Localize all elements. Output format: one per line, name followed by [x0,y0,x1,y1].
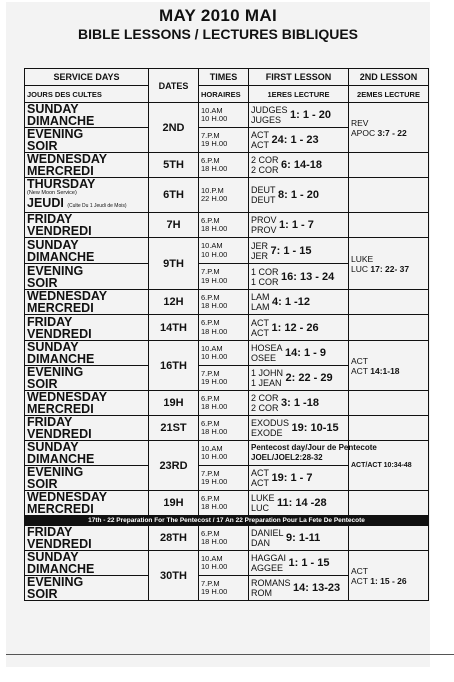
first-lesson [249,466,349,491]
time-english: 10.AM [201,343,223,353]
service-day [25,238,149,264]
time-french: 19 H.00 [201,377,228,386]
lesson-book-en: HAGGAI [251,553,287,563]
header-times: TIMES [199,69,249,86]
service-date: 28TH [149,526,199,551]
header-second-lesson: 2ND LESSON [349,69,429,86]
lesson-books [251,105,288,125]
first-lesson [249,103,349,128]
day-french-wrap [27,197,146,212]
lesson-book-en: 1 JOHN [251,368,284,378]
lesson-book-fr: ROM [251,588,272,598]
second-book-fr: LUC [351,263,369,274]
lesson-books [251,130,269,150]
day-french: VENDREDI [27,427,92,441]
table-row [25,341,429,366]
header-service-days: SERVICE DAYS [25,69,149,86]
first-lesson [249,416,349,441]
first-lesson [249,441,377,466]
lesson-book-fr: ACT [251,140,269,150]
time-french: 22 H.00 [201,194,228,203]
lesson-book-fr: DEUT [251,195,276,205]
time-french: 18 H.00 [201,427,228,436]
header-dates: DATES [149,69,199,103]
service-time [199,391,249,416]
second-lesson [349,551,429,601]
service-day [25,264,149,290]
service-day [25,416,149,441]
header-horaires: HORAIRES [199,86,249,103]
day-french: VENDREDI [27,326,92,341]
service-date: 6TH [149,178,199,213]
lesson-book-en: 1 COR [251,266,279,277]
lesson-book-fr: 2 COR [251,403,279,413]
first-lesson [249,391,349,416]
service-day [25,491,149,516]
day-english: SUNDAY [27,102,79,116]
table-row [25,238,429,264]
second-lesson-ref: 14:1-18 [370,365,400,376]
day-english: WEDNESDAY [27,152,108,166]
time-french: 18 H.00 [201,402,228,411]
day-note-fr: (Culte Du 1 Jeudi de Mois) [67,203,127,209]
time-english: 10.AM [201,553,223,563]
lesson-ref: 1: 1 - 20 [290,109,331,121]
second-book-en: LUKE [351,253,374,264]
table-row [25,290,429,315]
service-day [25,526,149,551]
time-english: 7.P.M [201,130,220,140]
time-english: 6.P.M [201,393,220,403]
first-lesson [249,153,349,178]
day-french: DIMANCHE [27,562,95,576]
lesson-ref: 2:28-32 [295,453,323,462]
day-english: EVENING [27,465,84,479]
table-row [25,178,429,213]
lesson-books [251,267,279,287]
lesson-ref: 11: 14 -28 [277,497,327,509]
first-lesson [249,366,349,391]
service-date: 19H [149,391,199,416]
service-day [25,466,149,491]
day-french: DIMANCHE [27,352,95,366]
time-french: 10 H.00 [201,352,228,361]
day-english: SUNDAY [27,440,79,454]
lesson-books [251,241,268,261]
service-date: 23RD [149,441,199,491]
time-english: 7.P.M [201,267,220,276]
second-lesson [349,416,429,441]
page-title: MAY 2010 MAI [159,6,277,25]
lesson-books [251,185,276,205]
first-lesson [249,491,349,516]
day-note: (New Moon Service) [27,190,77,196]
service-date: 7H [149,213,199,238]
lesson-ref: 14: 1 - 9 [285,347,326,359]
lesson-book-fr: PROV [251,225,277,235]
table-row [25,441,429,466]
service-date: 9TH [149,238,199,290]
service-date: 14TH [149,315,199,341]
lesson-ref: 2: 22 - 29 [285,372,333,384]
service-time [199,290,249,315]
second-lesson [349,290,429,315]
day-english: WEDNESDAY [27,390,108,404]
service-day [25,551,149,576]
service-time [199,551,249,576]
lesson-book-en: ACT [251,468,269,478]
service-date: 12H [149,290,199,315]
lesson-books [251,215,277,235]
second-book-en: ACT [351,565,368,576]
header-jours: JOURS DES CULTES [25,86,149,103]
service-date: 16TH [149,341,199,391]
lesson-book-fr: LAM [251,302,270,312]
day-english: WEDNESDAY [27,289,108,303]
lesson-books [251,553,286,573]
lesson-book-fr: JUGES [251,115,282,125]
lesson-ref: 8: 1 - 20 [278,189,319,201]
time-french: 18 H.00 [201,502,228,511]
lesson-ref: 1: 1 - 7 [279,219,314,231]
second-lesson [349,178,429,213]
pentecost-banner-row [25,516,429,526]
time-english: 6.P.M [201,292,220,302]
day-french: VENDREDI [27,224,92,238]
time-french: 18 H.00 [201,224,228,233]
day-english: FRIDAY [27,212,73,226]
second-lesson [349,153,429,178]
lesson-book-en: 2 COR [251,393,279,403]
service-time [199,491,249,516]
table-row [25,526,429,551]
service-time [199,128,249,153]
lesson-book-fr: ACT [251,478,269,488]
lesson-ref: 9: 1-11 [286,532,321,544]
second-book-en: ACT [351,355,368,366]
time-english: 6.P.M [201,493,220,503]
subheader-row [25,86,429,103]
lesson-book-en: ACT [251,130,269,140]
second-lesson [349,103,429,153]
day-french: SOIR [27,377,58,391]
time-french: 19 H.00 [201,477,228,486]
lesson-books [251,493,275,513]
day-french: SOIR [27,139,58,153]
second-lesson-ref: 17: 22- 37 [370,263,410,274]
service-time [199,366,249,391]
table-row [25,153,429,178]
header-lecture1: 1ERES LECTURE [249,86,349,103]
time-french: 19 H.00 [201,139,228,148]
time-english: 10.AM [201,105,223,115]
lesson-book-fr: JER [251,250,269,261]
time-french: 10 H.00 [201,249,228,259]
lesson-ref: 4: 1 -12 [272,296,310,308]
second-lesson-books [351,118,375,138]
lesson-ref: 1: 1 - 15 [288,557,330,569]
second-lesson-ref: 3:7 - 22 [377,127,407,138]
lesson-books [251,418,289,438]
lesson-book-fr: DAN [251,538,271,548]
first-lesson [249,238,349,264]
day-french: MERCREDI [27,402,94,416]
lesson-book-en: HOSEA [251,343,283,353]
page-subtitle: BIBLE LESSONS / LECTURES BIBLIQUES [77,26,359,42]
lesson-book-fr: EXODE [251,428,283,438]
second-lesson [349,315,429,341]
second-lesson [349,491,429,516]
service-time [199,466,249,491]
service-day [25,103,149,128]
lesson-book-fr: 1 JEAN [251,378,282,388]
day-french: SOIR [27,275,58,290]
service-date: 21ST [149,416,199,441]
lesson-book-en: JUDGES [251,105,288,115]
service-date: 5TH [149,153,199,178]
lesson-books [251,318,269,338]
day-english: EVENING [27,127,84,141]
lesson-ref: 19: 1 - 7 [271,472,313,484]
first-lesson [249,213,349,238]
second-lesson [349,238,429,290]
second-lesson [349,341,429,391]
day-french: DIMANCHE [27,114,95,128]
second-lesson-ref: 1: 15 - 26 [370,575,407,586]
lesson-book-fr: AGGEE [251,563,284,573]
day-french: SOIR [27,477,58,491]
service-date: 30TH [149,551,199,601]
service-time [199,103,249,128]
time-french: 18 H.00 [201,301,228,310]
lesson-book-en: LUKE [251,493,275,503]
day-english: SUNDAY [27,340,79,354]
time-french: 10 H.00 [201,562,228,571]
time-english: 6.P.M [201,418,220,428]
service-day [25,128,149,153]
time-french: 18 H.00 [201,537,228,546]
schedule-sheet [6,2,430,667]
lesson-ref: 7: 1 - 15 [270,244,312,257]
lesson-book-fr: ACT [251,327,269,338]
day-english: SUNDAY [27,237,79,252]
table-row [25,416,429,441]
day-english: EVENING [27,263,84,278]
time-french: 10 H.00 [201,452,228,461]
service-time [199,315,249,341]
service-time [199,441,249,466]
time-english: 7.P.M [201,468,220,478]
service-time [199,341,249,366]
lesson-books [251,393,279,413]
first-lesson [249,264,349,290]
lesson-book-en: ROMANS [251,578,291,588]
time-french: 10 H.00 [201,114,228,123]
service-day [25,290,149,315]
table-row [25,103,429,128]
time-french: 18 H.00 [201,326,228,336]
lesson-ref: 6: 14-18 [281,159,323,171]
time-french: 19 H.00 [201,587,228,596]
time-english: 6.P.M [201,528,220,538]
first-lesson [249,178,349,213]
time-french: 19 H.00 [201,275,228,285]
lesson-table [24,68,429,601]
lesson-ref: 24: 1 - 23 [271,134,319,146]
service-day [25,315,149,341]
service-day [25,366,149,391]
service-date: 2ND [149,103,199,153]
service-day [25,178,149,213]
lesson-rows [25,103,429,601]
lesson-ref: 3: 1 -18 [281,397,319,409]
lesson-ref: 19: 10-15 [291,422,339,434]
time-english: 10.P.M [201,185,224,195]
service-day [25,441,149,466]
lesson-book-en: PROV [251,215,277,225]
pentecost-banner: 17th - 22 Preparation For The Pentecost / 17 An 22 Preparation Pour La Fete De Pentecote [25,516,429,526]
second-book-en: REV [351,117,369,128]
second-book-fr: ACT [351,575,368,586]
lesson-book-en: EXODUS [251,418,290,428]
lesson-ref: 14: 13-23 [293,582,341,594]
second-lesson [349,526,429,551]
time-english: 6.P.M [201,318,220,327]
lesson-books [251,528,284,548]
lesson-book-fr: 1 COR [251,276,279,287]
second-lesson-ref: ACT/ACT 10:34-48 [351,461,412,469]
service-day [25,576,149,601]
day-french: DIMANCHE [27,452,95,466]
lesson-book-fr: LUC [251,503,270,513]
lesson-book-fr: 2 COR [251,165,279,175]
lesson-book-en: DEUT [251,185,276,195]
lesson-ref: 1: 12 - 26 [271,321,319,334]
time-english: 6.P.M [201,155,220,165]
service-day [25,153,149,178]
bottom-rule [6,654,454,655]
table-row [25,491,429,516]
service-day [25,213,149,238]
day-english: EVENING [27,575,84,589]
lesson-book-en: JER [251,240,269,251]
table-row [25,315,429,341]
lesson-books [251,368,283,388]
lesson-book-en: ACT [251,317,269,328]
lesson-book: JOEL/JOEL [251,453,296,462]
day-french: MERCREDI [27,502,94,516]
time-french: 18 H.00 [201,164,228,173]
second-lesson-books [351,566,368,586]
pentecost-label: Pentecost day/Jour de Pentecote [251,443,377,452]
second-book-fr: ACT [351,365,368,376]
lesson-book-en: LAM [251,292,270,302]
lesson-book-en: DANIEL [251,528,284,538]
header-row [25,69,429,86]
day-french: JEUDI [27,196,64,210]
day-french: VENDREDI [27,537,92,551]
time-english: 10.AM [201,443,223,453]
lesson-books [251,578,291,598]
second-lesson-books [351,356,368,376]
time-english: 6.P.M [201,215,220,225]
time-english: 10.AM [201,241,223,250]
day-english: FRIDAY [27,415,73,429]
lesson-books [251,292,270,312]
second-lesson [349,213,429,238]
first-lesson [249,128,349,153]
table-row [25,213,429,238]
service-day [25,391,149,416]
day-english: EVENING [27,365,84,379]
day-english: FRIDAY [27,314,73,329]
table-row [25,391,429,416]
second-book-fr: APOC [351,127,376,138]
service-time [199,238,249,264]
service-time [199,526,249,551]
time-english: 7.P.M [201,368,220,378]
lesson-books [251,468,269,488]
first-lesson [249,551,349,576]
first-lesson [249,341,349,366]
day-french: MERCREDI [27,301,94,315]
service-time [199,153,249,178]
day-french: MERCREDI [27,164,94,178]
service-date: 19H [149,491,199,516]
first-lesson [249,576,349,601]
day-french: SOIR [27,587,58,601]
second-lesson [349,391,429,416]
first-lesson [249,315,349,341]
first-lesson [249,290,349,315]
day-english: FRIDAY [27,525,73,539]
service-time [199,416,249,441]
header-lecture2: 2EMES LECTURE [349,86,429,103]
day-english: WEDNESDAY [27,490,108,504]
table-row [25,551,429,576]
service-time [199,264,249,290]
lesson-books [251,155,279,175]
service-time [199,213,249,238]
service-day [25,341,149,366]
lesson-book-en: 2 COR [251,155,279,165]
day-french: DIMANCHE [27,249,95,264]
day-english: THURSDAY [27,177,96,191]
service-time [199,576,249,601]
lesson-ref: 16: 13 - 24 [281,270,335,283]
service-time [199,178,249,213]
day-english: SUNDAY [27,550,79,564]
time-english: 7.P.M [201,578,220,588]
first-lesson [249,526,349,551]
lesson-book-fr: OSEE [251,353,277,363]
lesson-books [251,343,283,363]
header-first-lesson: FIRST LESSON [249,69,349,86]
